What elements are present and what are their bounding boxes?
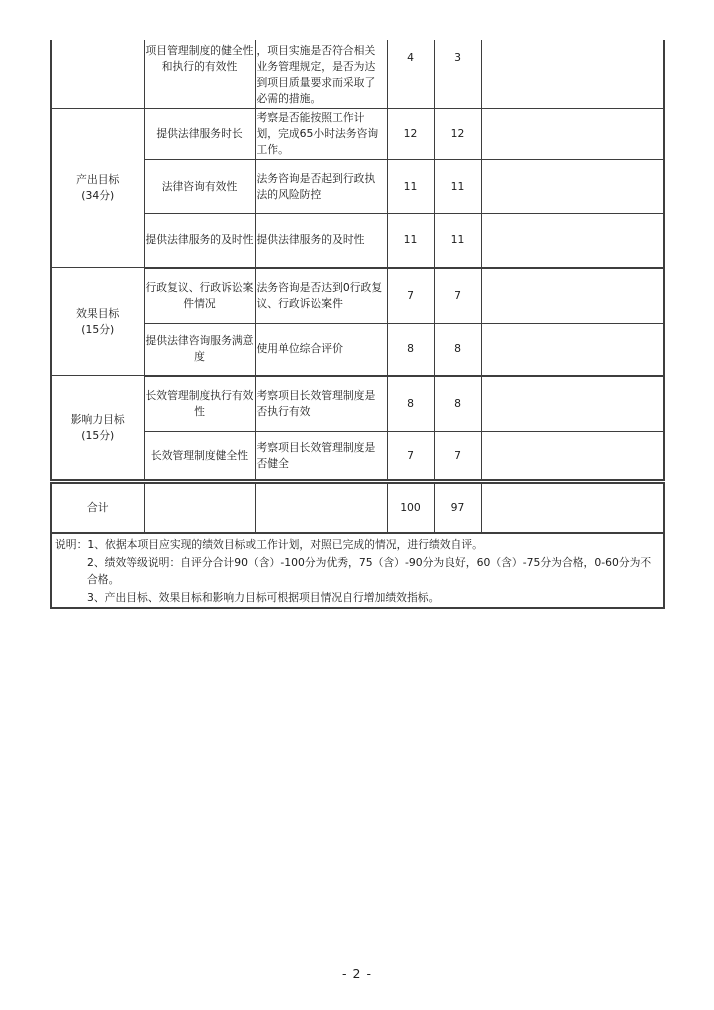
- self-score-cell: 8: [434, 324, 481, 376]
- self-score-cell: 8: [434, 376, 481, 432]
- indicator-cell: 长效管理制度健全性: [144, 432, 255, 482]
- total-remark-cell-empty: [481, 482, 664, 533]
- note-line-3: 3、产出目标、效果目标和影响力目标可根据项目情况自行增加绩效指标。: [87, 590, 440, 604]
- self-score-cell: 7: [434, 268, 481, 324]
- self-score-cell: 12: [434, 109, 481, 160]
- description-cell: 法务咨询是否达到0行政复议、行政诉讼案件: [255, 268, 387, 324]
- remark-cell: [481, 214, 664, 268]
- note-line-1: 说明：1、依据本项目应实现的绩效目标或工作计划，对照已完成的情况，进行绩效自评。: [55, 537, 483, 551]
- score-cell: 8: [387, 324, 434, 376]
- indicator-cell: 提供法律服务的及时性: [144, 214, 255, 268]
- remark-cell: [481, 432, 664, 482]
- remark-cell: [481, 160, 664, 214]
- category-points: (34分): [81, 189, 115, 202]
- score-cell: 11: [387, 160, 434, 214]
- indicator-cell: 项目管理制度的健全性和执行的有效性: [144, 40, 255, 109]
- score-cell: 7: [387, 268, 434, 324]
- table-row: [51, 109, 664, 160]
- table-row: [51, 376, 664, 432]
- total-self-score-cell: 97: [434, 482, 481, 533]
- description-cell: 法务咨询是否起到行政执法的风险防控: [255, 160, 387, 214]
- total-indicator-cell-empty: [144, 482, 255, 533]
- score-cell: 12: [387, 109, 434, 160]
- note-line-2: 2、绩效等级说明：自评分合计90（含）-100分为优秀，75（含）-90分为良好，60（含）-75分为合格，0-60分为不合格。: [87, 555, 652, 586]
- category-points: (15分): [81, 322, 115, 336]
- category-label: 产出目标: [76, 173, 120, 186]
- remark-cell: [481, 324, 664, 376]
- category-points: (15分): [81, 428, 115, 442]
- remark-cell: [481, 109, 664, 160]
- total-description-cell-empty: [255, 482, 387, 533]
- remark-cell: [481, 268, 664, 324]
- score-cell: 4: [387, 40, 434, 109]
- score-cell: 8: [387, 376, 434, 432]
- indicator-cell: 行政复议、行政诉讼案件情况: [144, 268, 255, 324]
- performance-self-evaluation-table: [50, 40, 665, 609]
- indicator-cell: 长效管理制度执行有效性: [144, 376, 255, 432]
- total-score-cell: 100: [387, 482, 434, 533]
- description-cell: 考察项目长效管理制度是否健全: [255, 432, 387, 482]
- category-label: 效果目标: [76, 306, 120, 320]
- total-row: [51, 482, 664, 533]
- score-cell: 11: [387, 214, 434, 268]
- table-row: [51, 268, 664, 324]
- category-cell-empty: [51, 40, 144, 109]
- self-score-cell: 11: [434, 160, 481, 214]
- description-cell: 使用单位综合评价: [255, 324, 387, 376]
- description-cell: ，项目实施是否符合相关业务管理规定，是否为达到项目质量要求而采取了必需的措施。: [255, 40, 387, 109]
- category-cell-effect-goal: [51, 268, 144, 376]
- notes-row: [51, 533, 664, 608]
- description-cell: 考察是否能按照工作计划，完成65小时法务咨询工作。: [255, 109, 387, 160]
- score-cell: 7: [387, 432, 434, 482]
- description-cell: 考察项目长效管理制度是否执行有效: [255, 376, 387, 432]
- category-cell-output-goal: [51, 109, 144, 268]
- description-cell: 提供法律服务的及时性: [255, 214, 387, 268]
- self-score-cell: 11: [434, 214, 481, 268]
- indicator-cell: 提供法律咨询服务满意度: [144, 324, 255, 376]
- category-label: 影响力目标: [70, 412, 125, 426]
- remark-cell: [481, 40, 664, 109]
- notes-cell: [51, 533, 664, 608]
- total-label-cell: 合计: [51, 482, 144, 533]
- table-row: [51, 40, 664, 109]
- self-score-cell: 3: [434, 40, 481, 109]
- indicator-cell: 法律咨询有效性: [144, 160, 255, 214]
- indicator-cell: 提供法律服务时长: [144, 109, 255, 160]
- page-number: - 2 -: [342, 966, 372, 981]
- category-cell-impact-goal: [51, 376, 144, 482]
- remark-cell: [481, 376, 664, 432]
- self-score-cell: 7: [434, 432, 481, 482]
